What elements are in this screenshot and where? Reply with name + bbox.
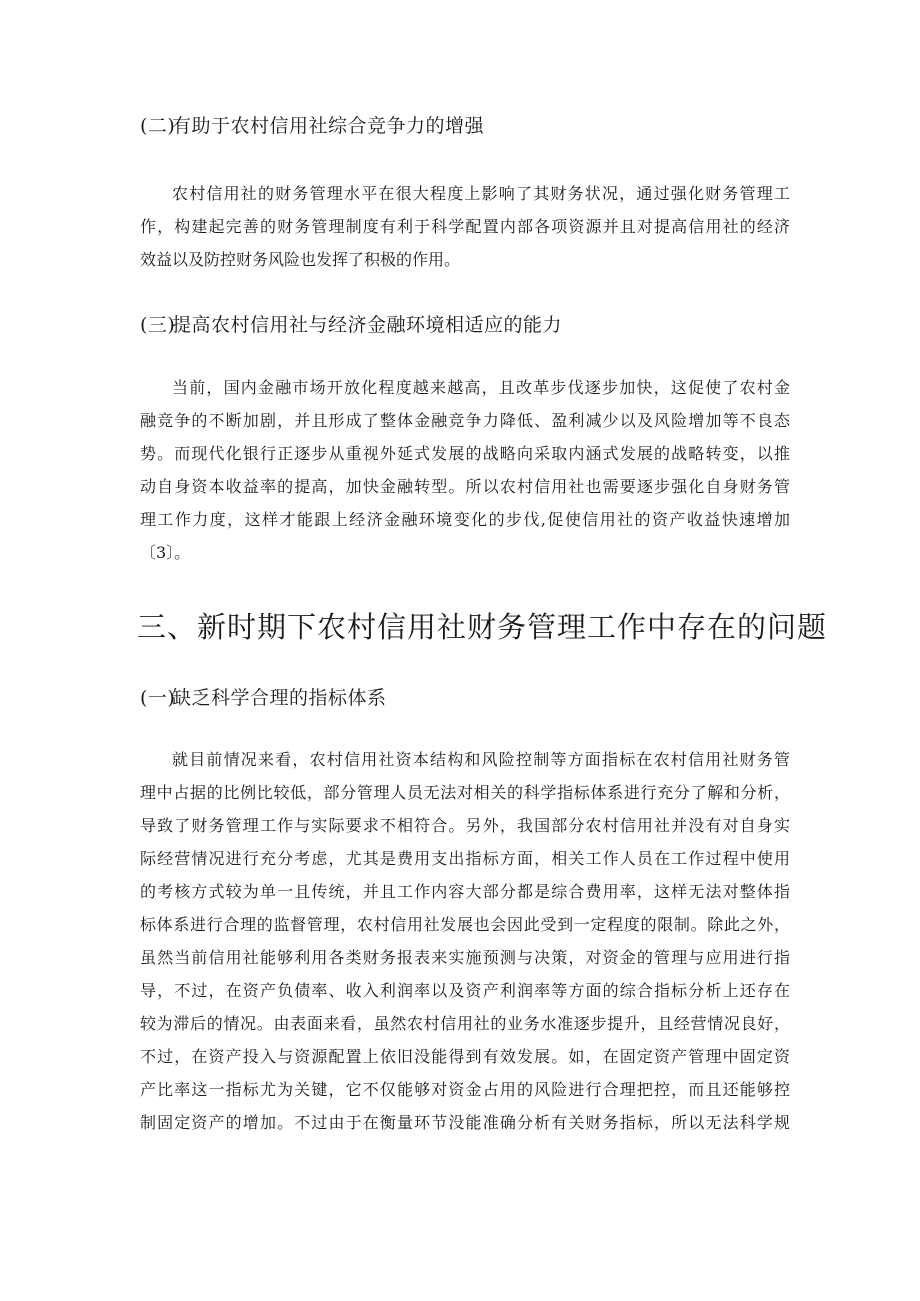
section-heading-2	[140, 112, 790, 140]
paragraph-line: 较为滞后的情况。由表面来看，虽然农村信用社的业务水准逐步提升，且经营情况良好，	[140, 1014, 790, 1033]
paragraph-line: 融竞争的不断加剧，并且形成了整体金融竞争力降低、盈利减少以及风险增加等不良态	[140, 411, 790, 430]
paragraph-line: 导致了财务管理工作与实际要求不相符合。另外，我国部分农村信用社并没有对自身实	[140, 816, 790, 835]
paragraph-line: 不过，在资产投入与资源配置上依旧没能得到有效发展。如，在固定资产管理中固定资	[140, 1047, 790, 1066]
paragraph-line: 效益以及防控财务风险也发挥了积极的作用。	[140, 250, 461, 269]
paragraph-line: 〔3〕。	[140, 543, 191, 562]
section-heading-text: 提高农村信用社与经济金融环境相适应的能力	[172, 314, 563, 336]
section-heading-3	[140, 311, 790, 339]
section-heading-text: 缺乏科学合理的指标体系	[172, 687, 387, 709]
paragraph-line: 导，不过，在资产负债率、收入利润率以及资产利润率等方面的综合指标分析上还存在	[140, 981, 790, 1000]
paragraph-line: 势。而现代化银行正逐步从重视外延式发展的战略向采取内涵式发展的战略转变，以推	[140, 444, 790, 463]
paragraph-environment	[140, 371, 790, 569]
paragraph-line: 的考核方式较为单一且传统，并且工作内容大部分都是综合费用率，这样无法对整体指	[140, 882, 790, 901]
paragraph-line: 制固定资产的增加。不过由于在衡量环节没能准确分析有关财务指标，所以无法科学规	[140, 1113, 790, 1132]
paragraph-line: 理中占据的比例比较低，部分管理人员无法对相关的科学指标体系进行充分了解和分析，	[140, 783, 790, 802]
paragraph-indicator-system	[140, 743, 790, 1139]
paragraph-line: 作，构建起完善的财务管理制度有利于科学配置内部各项资源并且对提高信用社的经济	[140, 217, 790, 236]
section-heading-prefix: (二)	[140, 115, 176, 137]
section-heading-prefix: (三)	[140, 314, 176, 336]
section-heading-1	[140, 684, 790, 712]
paragraph-line: 虽然当前信用社能够利用各类财务报表来实施预测与决策，对资金的管理与应用进行指	[140, 948, 790, 967]
section-heading-text: 有助于农村信用社综合竞争力的增强	[172, 115, 485, 137]
paragraph-line: 际经营情况进行充分考虑，尤其是费用支出指标方面，相关工作人员在工作过程中使用	[140, 849, 790, 868]
paragraph-line: 标体系进行合理的监督管理，农村信用社发展也会因此受到一定程度的限制。除此之外，	[140, 915, 790, 934]
paragraph-line: 当前，国内金融市场开放化程度越来越高，且改革步伐逐步加快，这促使了农村金	[172, 378, 790, 397]
chapter-title: 三、新时期下农村信用社财务管理工作中存在的问题	[137, 610, 828, 644]
paragraph-competitiveness	[140, 177, 790, 276]
paragraph-line: 理工作力度，这样才能跟上经济金融环境变化的步伐,促使信用社的资产收益快速增加	[140, 510, 790, 529]
paragraph-line: 产比率这一指标尤为关键，它不仅能够对资金占用的风险进行合理把控，而且还能够控	[140, 1080, 790, 1099]
paragraph-line: 动自身资本收益率的提高，加快金融转型。所以农村信用社也需要逐步强化自身财务管	[140, 477, 790, 496]
paragraph-line: 农村信用社的财务管理水平在很大程度上影响了其财务状况，通过强化财务管理工	[172, 184, 790, 203]
paragraph-line: 就目前情况来看，农村信用社资本结构和风险控制等方面指标在农村信用社财务管	[172, 750, 790, 769]
section-heading-prefix: (一)	[140, 687, 176, 709]
